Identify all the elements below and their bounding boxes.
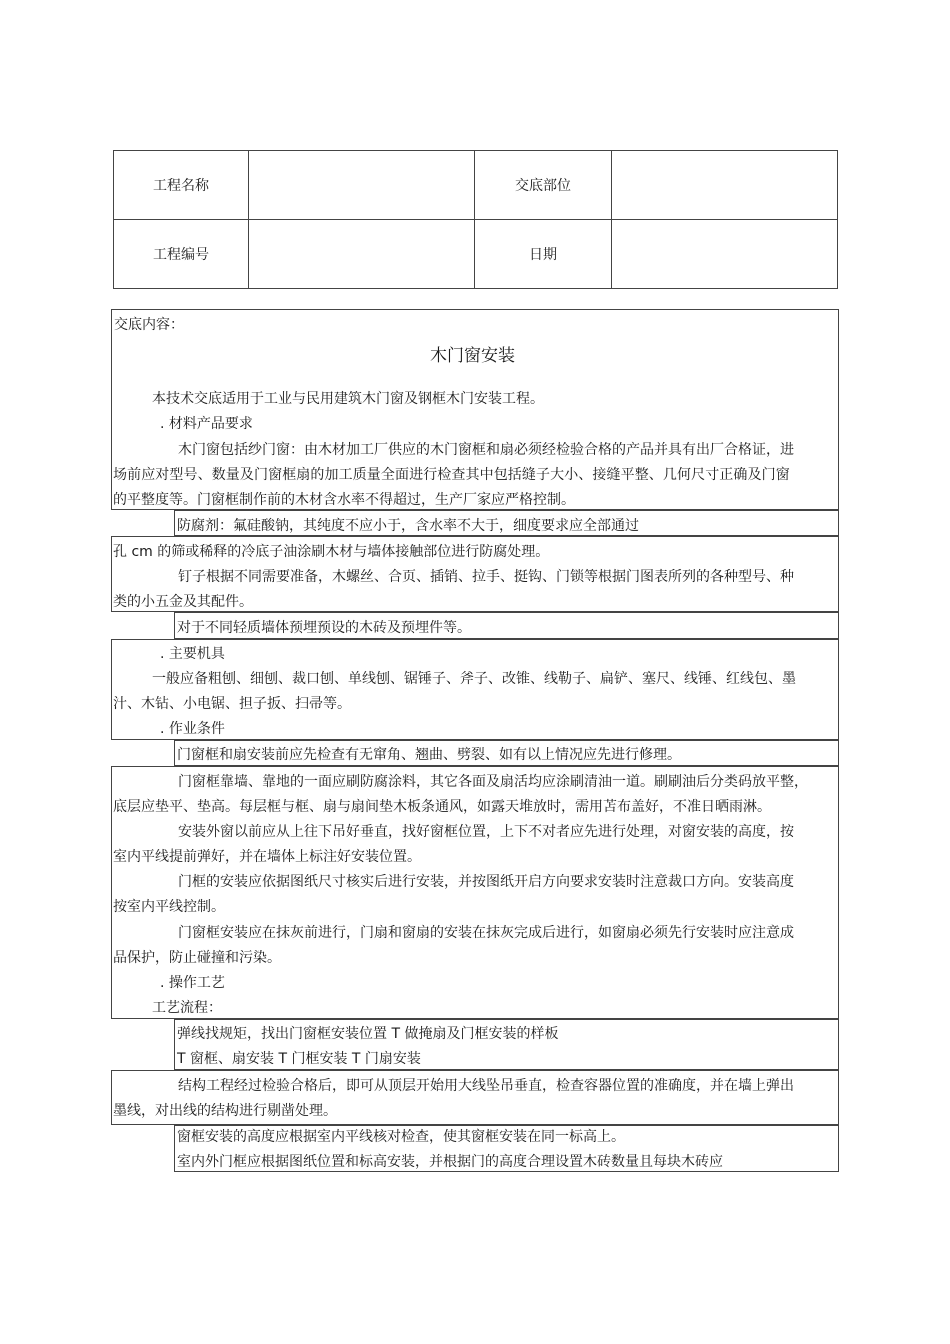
content-line: 门框的安装应依据图纸尺寸核实后进行安装，并按图纸开启方向要求安装时注意裁口方向。安装高度 xyxy=(178,874,794,890)
project-no-label: 工程编号 xyxy=(114,220,249,289)
content-line: 对于不同轻质墙体预埋预设的木砖及预埋件等。 xyxy=(177,620,471,636)
content-line: 木门窗包括纱门窗：由木材加工厂供应的木门窗框和扇必须经检验合格的产品并具有出厂合格证，进 xyxy=(178,442,794,458)
content-line: 门窗框安装应在抹灰前进行，门扇和窗扇的安装在抹灰完成后进行，如窗扇必须先行安装时应注意成 xyxy=(178,925,794,941)
content-line: 弹线找规矩，找出门窗框安装位置 T 做掩扇及门框安装的样板 xyxy=(177,1026,559,1042)
date-label: 日期 xyxy=(475,220,612,289)
content-title: 木门窗安装 xyxy=(430,346,515,366)
content-line: 品保护，防止碰撞和污染。 xyxy=(113,950,281,966)
date-value xyxy=(612,220,838,289)
project-no-value xyxy=(249,220,475,289)
section-heading: . 主要机具 xyxy=(160,646,225,662)
content-line: 门窗框靠墙、靠地的一面应刷防腐涂料，其它各面及扇活均应涂刷清油一道。刷刷油后分类码放平整， xyxy=(178,774,808,790)
content-line: 防腐剂：氟硅酸钠，其纯度不应小于，含水率不大于，细度要求应全部通过 xyxy=(177,518,639,534)
content-line: 结构工程经过检验合格后，即可从顶层开始用大线坠吊垂直，检查容器位置的准确度，并在墙上弹出 xyxy=(178,1078,794,1094)
content-line: 本技术交底适用于工业与民用建筑木门窗及钢框木门安装工程。 xyxy=(152,391,544,407)
content-line: 室内外门框应根据图纸位置和标高安装，并根据门的高度合理设置木砖数量且每块木砖应 xyxy=(177,1154,723,1170)
content-line: 汁、木钻、小电锯、担子扳、扫帚等。 xyxy=(113,696,351,712)
content-line: 孔 cm 的筛或稀释的冷底子油涂刷木材与墙体接触部位进行防腐处理。 xyxy=(113,544,550,560)
content-line: 一般应备粗刨、细刨、裁口刨、单线刨、锯锤子、斧子、改锥、线勒子、扁铲、塞尺、线锤、红线包、墨 xyxy=(152,671,796,687)
project-name-label: 工程名称 xyxy=(114,151,249,220)
content-line: 工艺流程： xyxy=(152,1000,222,1016)
content-line: 钉子根据不同需要准备，木螺丝、合页、插销、拉手、挺钩、门锁等根据门图表所列的各种型号、种 xyxy=(178,569,794,585)
location-value xyxy=(612,151,838,220)
location-label: 交底部位 xyxy=(475,151,612,220)
content-label: 交底内容： xyxy=(114,317,184,333)
content-line: 窗框安装的高度应根据室内平线核对检查，使其窗框安装在同一标高上。 xyxy=(177,1129,625,1145)
section-heading: . 材料产品要求 xyxy=(160,416,253,432)
project-name-value xyxy=(249,151,475,220)
content-line: 室内平线提前弹好，并在墙体上标注好安装位置。 xyxy=(113,849,421,865)
section-heading: . 作业条件 xyxy=(160,721,225,737)
content-line: 类的小五金及其配件。 xyxy=(113,594,253,610)
header-table xyxy=(113,150,838,289)
content-line: 场前应对型号、数量及门窗框扇的加工质量全面进行检查其中包括缝子大小、接缝平整、几何尺寸正确及门窗 xyxy=(113,467,790,483)
content-line: 按室内平线控制。 xyxy=(113,899,225,915)
content-line: 安装外窗以前应从上往下吊好垂直，找好窗框位置，上下不对者应先进行处理，对窗安装的高度，按 xyxy=(178,824,794,840)
content-line: 的平整度等。门窗框制作前的木材含水率不得超过，生产厂家应严格控制。 xyxy=(113,492,575,508)
content-line: T 窗框、扇安装 T 门框安装 T 门扇安装 xyxy=(177,1051,421,1067)
section-heading: . 操作工艺 xyxy=(160,975,225,991)
content-line: 底层应垫平、垫高。每层框与框、扇与扇间垫木板条通风，如露天堆放时，需用苫布盖好，不准日晒雨淋。 xyxy=(113,799,771,815)
content-line: 门窗框和扇安装前应先检查有无窜角、翘曲、劈裂、如有以上情况应先进行修理。 xyxy=(177,747,681,763)
content-line: 墨线，对出线的结构进行剔凿处理。 xyxy=(113,1103,337,1119)
